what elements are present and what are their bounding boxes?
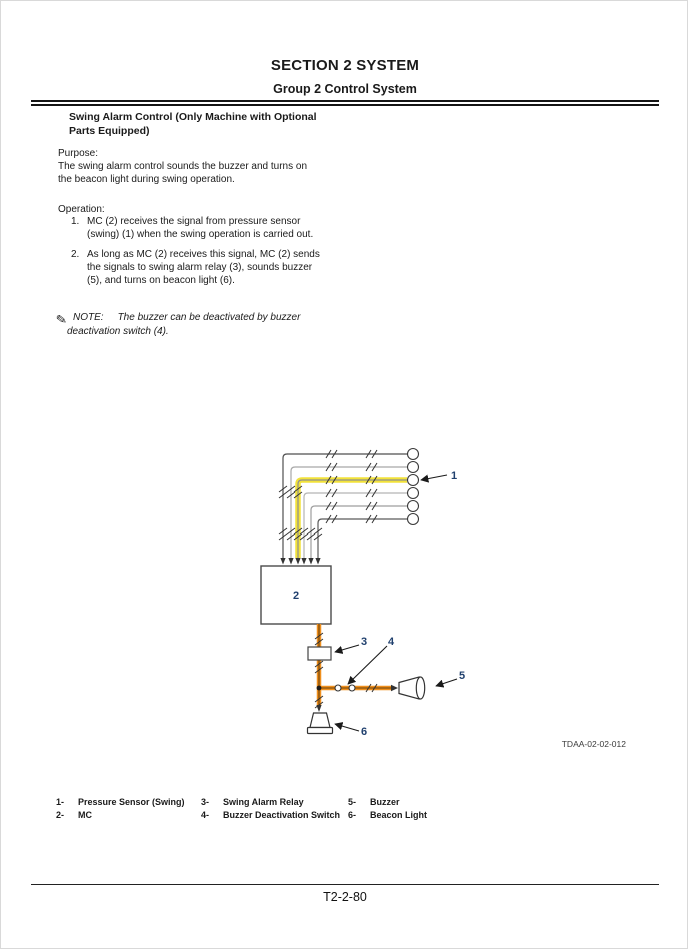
legend-num-6: 6- [348, 810, 357, 820]
group-title: Group 2 Control System [273, 82, 417, 96]
label-relay: 3 [361, 636, 368, 648]
legend-item-5 [348, 795, 427, 808]
note-line1 [73, 312, 300, 323]
footer-rule [31, 884, 659, 885]
legend-item-4 [201, 808, 340, 821]
legend-num-5: 5- [348, 797, 357, 807]
legend-text-6: Beacon Light [370, 810, 428, 820]
label-beacon: 6 [361, 726, 368, 738]
harness-wires [283, 454, 407, 558]
legend-num-4: 4- [201, 810, 210, 820]
purpose-text-line2: the beacon light during swing operation. [58, 174, 235, 185]
wire-junction-dot [317, 686, 322, 691]
legend-text-5: Buzzer [370, 797, 400, 807]
purpose-label: Purpose: [58, 148, 99, 159]
operation-label: Operation: [58, 204, 105, 215]
operation-item-2-number: 2. [71, 249, 80, 260]
legend-item-1 [56, 795, 185, 808]
legend-column-3 [348, 795, 427, 821]
label-switch: 4 [388, 636, 395, 648]
break-marks-orange [315, 633, 377, 708]
legend-text-4: Buzzer Deactivation Switch [223, 810, 341, 820]
page-number: T2-2-80 [323, 890, 367, 904]
orange-wire-core [319, 624, 392, 705]
label-buzzer: 5 [459, 670, 466, 682]
switch-terminal-left [335, 685, 341, 691]
legend-num-1: 1- [56, 797, 65, 807]
label-pressure-sensor: 1 [451, 470, 458, 482]
legend-num-2: 2- [56, 810, 65, 820]
callout-arrows [335, 475, 457, 731]
legend-item-3 [201, 795, 340, 808]
note-line2: deactivation switch (4). [67, 326, 169, 337]
legend-item-6 [348, 808, 427, 821]
buzzer-wire-arrowhead [391, 685, 398, 691]
purpose-text-line1: The swing alarm control sounds the buzzer and turns on [58, 161, 308, 172]
beacon-light-shape [308, 713, 333, 734]
connector-circles [408, 449, 419, 525]
operation-item-2-line3: (5), and turns on beacon light (6). [87, 275, 235, 286]
operation-item-2-line1: As long as MC (2) receives this signal, MC (2) sends [87, 249, 320, 260]
operation-item-1-line1: MC (2) receives the signal from pressure sensor [87, 216, 301, 227]
beacon-wire-arrowhead [316, 705, 321, 712]
wire-arrowheads [280, 558, 320, 565]
break-marks-horizontal [326, 450, 377, 523]
note-text-line1: The buzzer can be deactivated by buzzer [117, 312, 301, 323]
section-title: SECTION 2 SYSTEM [270, 57, 420, 74]
legend-num-3: 3- [201, 797, 210, 807]
label-mc: 2 [292, 590, 300, 602]
legend-column-2 [201, 795, 340, 821]
legend-item-2 [56, 808, 185, 821]
note-label: NOTE: [73, 312, 104, 323]
swing-alarm-relay-box [308, 647, 331, 660]
switch-terminal-right [349, 685, 355, 691]
buzzer-horn [399, 677, 425, 699]
topic-heading-line1: Swing Alarm Control (Only Machine with Optional [69, 111, 317, 123]
topic-heading-line2: Parts Equipped) [69, 124, 150, 137]
topic-heading [69, 111, 317, 138]
operation-item-2-line2: the signals to swing alarm relay (3), sounds buzzer [87, 262, 313, 273]
legend-text-1: Pressure Sensor (Swing) [78, 797, 185, 807]
figure-code: TDAA-02-02-012 [561, 739, 626, 749]
legend-column-1 [56, 795, 185, 821]
pencil-icon: ✎ [55, 311, 68, 328]
operation-item-1-number: 1. [71, 216, 80, 227]
header-double-rule [31, 100, 659, 106]
operation-item-1-line2: (swing) (1) when the swing operation is carried out. [87, 229, 314, 240]
legend-text-3: Swing Alarm Relay [223, 797, 304, 807]
legend-text-2: MC [78, 810, 92, 820]
swing-alarm-wiring-diagram [251, 439, 491, 749]
